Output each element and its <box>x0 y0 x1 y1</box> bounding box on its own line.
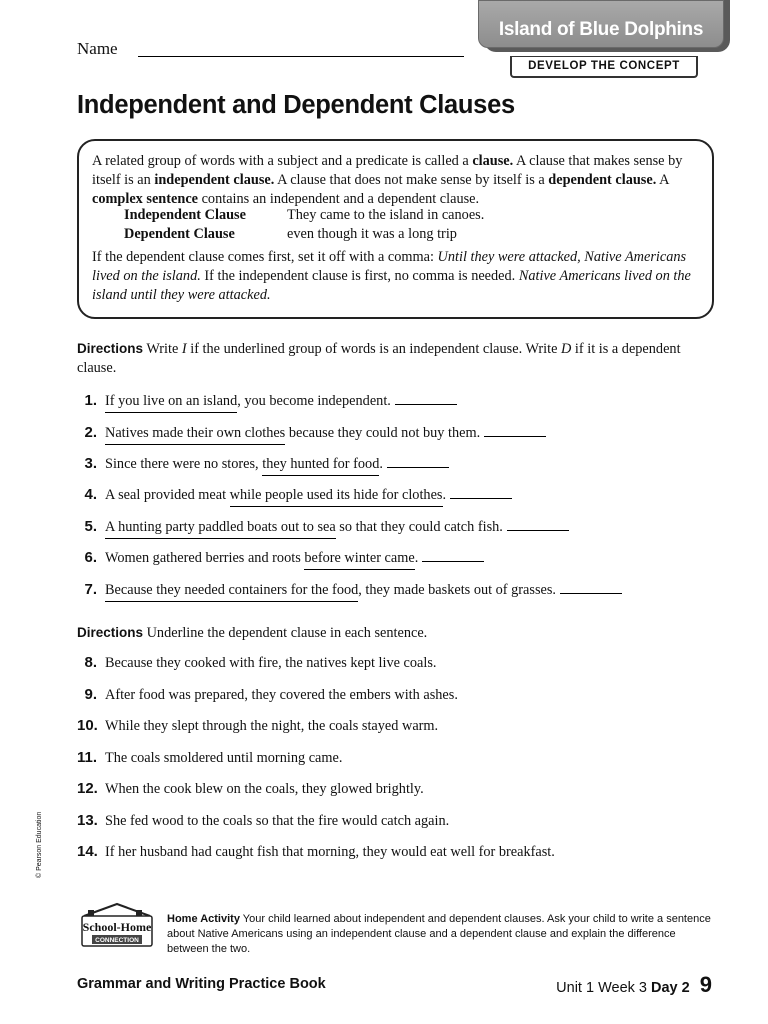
sentence <box>105 519 569 536</box>
item-number: 14. <box>77 843 98 860</box>
book-title: Grammar and Writing Practice Book <box>77 976 326 992</box>
item-number: 6. <box>84 549 97 566</box>
sentence <box>105 487 512 504</box>
svg-text:CONNECTION: CONNECTION <box>95 937 139 944</box>
text-segment: If the independent clause is first, no comma is needed. <box>200 268 519 284</box>
item-number: 13. <box>77 812 98 829</box>
unit-week: Unit 1 Week 3 <box>556 980 647 996</box>
text-segment: I <box>181 341 187 357</box>
item-number: 4. <box>84 486 97 503</box>
item-number: 1. <box>84 392 97 409</box>
text-segment: if it is a dependent clause. <box>77 341 681 376</box>
underlined-clause: If you live on an island <box>105 393 237 413</box>
name-label: Name <box>77 39 118 58</box>
day-label: Day 2 <box>651 980 690 996</box>
unit-tab <box>478 0 730 82</box>
sentence[interactable]: If her husband had caught fish that morning, they would eat well for breakfast. <box>105 844 555 860</box>
item-number: 12. <box>77 780 98 797</box>
school-home-logo <box>74 902 160 950</box>
directions-text: Underline the dependent clause in each sentence. <box>143 625 428 641</box>
item-number: 5. <box>84 518 97 535</box>
text-segment: clause. <box>472 153 514 169</box>
sentence[interactable]: After food was prepared, they covered the embers with ashes. <box>105 687 458 703</box>
text-segment: A related group of words with a subject and a predicate is called a <box>92 153 473 169</box>
underlined-clause: they hunted for food <box>262 456 379 476</box>
sentence[interactable]: Because they cooked with fire, the natives kept live coals. <box>105 655 437 671</box>
text-segment: . <box>414 550 419 566</box>
directions-label: Directions <box>77 625 144 640</box>
underlined-clause: Natives made their own clothes <box>105 425 285 445</box>
text-segment: , you become independent. <box>237 393 391 409</box>
name-line[interactable] <box>138 56 464 57</box>
sentence <box>105 456 449 473</box>
text-segment: D <box>561 341 572 357</box>
story-title: Island of Blue Dolphins <box>498 19 704 40</box>
directions-part1 <box>77 339 717 378</box>
home-activity <box>167 912 715 957</box>
text-segment: complex sentence <box>92 191 199 207</box>
home-activity-label: Home Activity <box>167 913 240 925</box>
item-number: 2. <box>84 424 97 441</box>
sentence[interactable]: She fed wood to the coals so that the fire would catch again. <box>105 813 450 829</box>
item-number: 8. <box>84 654 97 671</box>
example-dependent: even though it was a long trip <box>287 226 457 242</box>
text-segment: Since there were no stores, <box>105 456 263 472</box>
underlined-clause: while people used its hide for clothes <box>230 487 443 507</box>
text-segment: Write <box>143 341 182 357</box>
text-segment: . <box>442 487 447 503</box>
text-segment: If the dependent clause comes first, set it off with a comma: <box>92 249 438 265</box>
rule-definition <box>92 152 692 209</box>
example-label-dependent: Dependent Clause <box>124 226 235 242</box>
text-segment: dependent clause. <box>548 172 657 188</box>
example-independent: They came to the island in canoes. <box>287 207 485 223</box>
text-segment: contains an independent and a dependent clause. <box>198 191 480 207</box>
text-segment: A <box>656 172 669 188</box>
answer-blank[interactable] <box>507 529 569 531</box>
text-segment: Until they were attacked, Native Americans lived on the island. <box>92 249 687 284</box>
answer-blank[interactable] <box>450 497 512 499</box>
item-number: 7. <box>84 581 97 598</box>
text-segment: , they made baskets out of grasses. <box>358 582 557 598</box>
text-segment: Women gathered berries and roots <box>105 550 305 566</box>
unit-tab-banner <box>478 0 724 48</box>
text-segment: A clause that does not make sense by itself is a <box>274 172 549 188</box>
item-number: 3. <box>84 455 97 472</box>
text-segment: . <box>379 456 383 472</box>
answer-blank[interactable] <box>387 466 449 468</box>
answer-blank[interactable] <box>395 403 457 405</box>
directions-text <box>77 341 681 376</box>
example-label-independent: Independent Clause <box>124 207 246 223</box>
page-title: Independent and Dependent Clauses <box>77 91 515 119</box>
answer-blank[interactable] <box>422 560 484 562</box>
page-number: 9 <box>699 972 712 997</box>
text-segment: because they could not buy them. <box>285 425 481 441</box>
text-segment: Native Americans lived on the island until they were attacked. <box>92 268 691 303</box>
sentence <box>105 582 622 599</box>
text-segment: A clause that makes sense by itself is an <box>92 153 683 188</box>
item-number: 11. <box>77 749 98 766</box>
svg-text:School-Home: School-Home <box>82 920 152 934</box>
footer-info <box>556 972 712 998</box>
sentence[interactable]: When the cook blew on the coals, they glowed brightly. <box>105 781 424 797</box>
item-number: 9. <box>84 686 97 703</box>
answer-blank[interactable] <box>484 435 546 437</box>
copyright: © Pearson Education <box>36 811 43 878</box>
comma-rule <box>92 248 692 305</box>
sentence <box>105 550 484 567</box>
sentence[interactable]: While they slept through the night, the coals stayed warm. <box>105 718 439 734</box>
text-segment: so that they could catch fish. <box>335 519 503 535</box>
underlined-clause: A hunting party paddled boats out to sea <box>105 519 336 539</box>
item-number: 10. <box>77 717 98 734</box>
sentence <box>105 425 546 442</box>
answer-blank[interactable] <box>560 592 622 594</box>
home-activity-text: Your child learned about independent and dependent clauses. Ask your child to write a sentence about Native Americans using an independent clause and a dependent clause and explain the difference between the two. <box>167 913 711 955</box>
sentence <box>105 393 457 410</box>
directions-part2 <box>77 623 717 643</box>
sentence[interactable]: The coals smoldered until morning came. <box>105 750 343 766</box>
text-segment: A seal provided meat <box>105 487 230 503</box>
underlined-clause: before winter came <box>304 550 414 570</box>
text-segment: if the underlined group of words is an independent clause. Write <box>186 341 562 357</box>
text-segment: independent clause. <box>154 172 275 188</box>
section-label: DEVELOP THE CONCEPT <box>510 56 698 78</box>
directions-label: Directions <box>77 341 144 356</box>
underlined-clause: Because they needed containers for the food <box>105 582 358 602</box>
